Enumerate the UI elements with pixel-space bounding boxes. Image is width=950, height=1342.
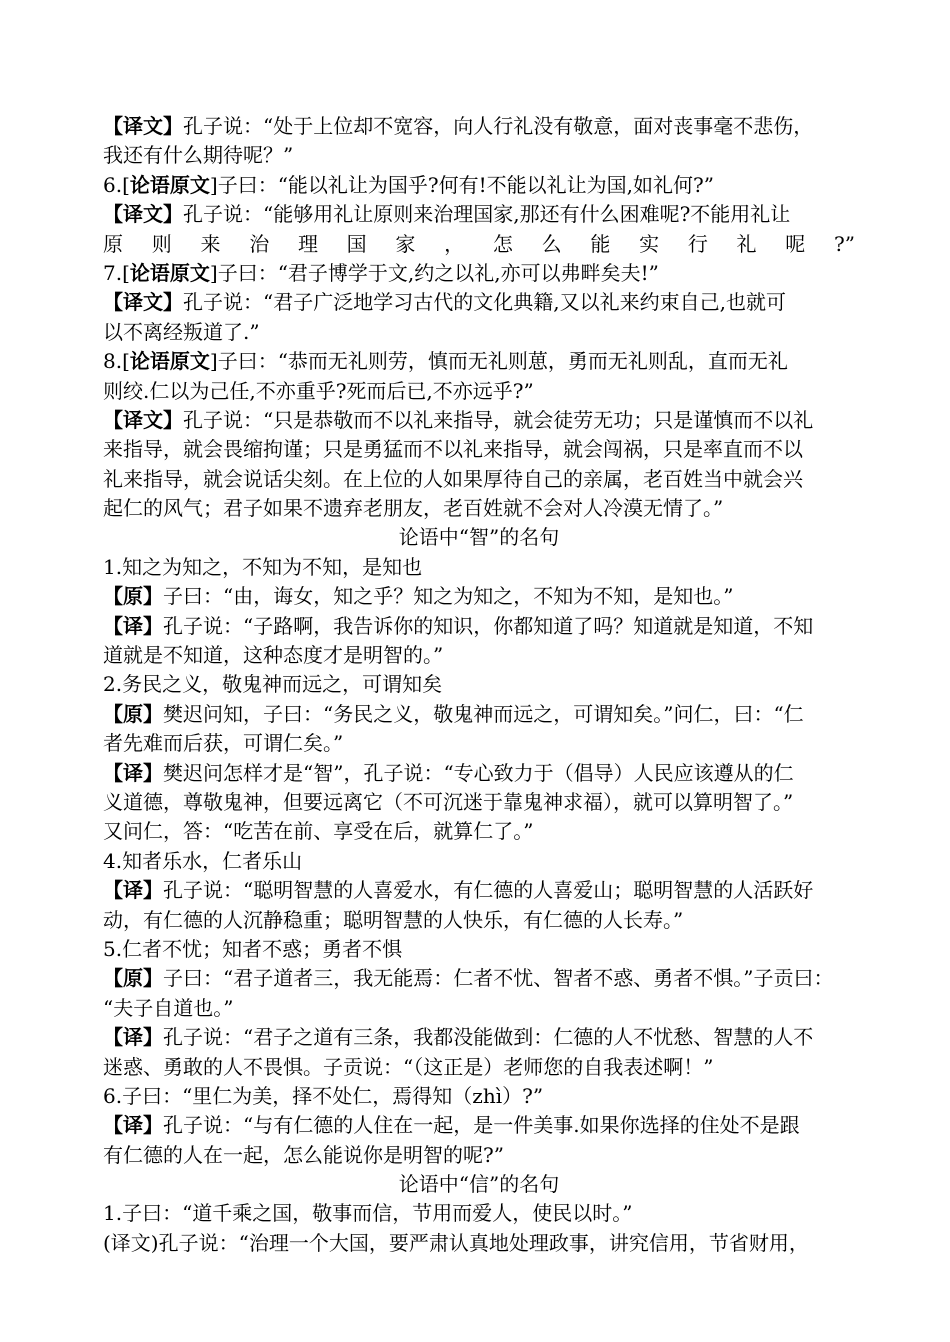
text-line xyxy=(103,759,855,788)
justified-char: 呢 xyxy=(785,231,806,256)
line-text: 樊迟问怎样才是“智”，孔子说：“专心致力于（倡导）人民应该遵从的仁 xyxy=(163,760,794,785)
text-line: 道就是不知道，这种态度才是明智的。” xyxy=(103,643,444,668)
section-heading: 论语中“信”的名句 xyxy=(398,1172,560,1197)
bold-label: 【译文】 xyxy=(103,202,183,227)
text-line xyxy=(103,612,855,641)
justified-char: 国 xyxy=(346,231,367,256)
line-text: 孔子说：“君子广泛地学习古代的文化典籍,又以礼来约束自己,也就可 xyxy=(183,290,786,315)
justified-char: 么 xyxy=(541,231,562,256)
line-text: 孔子说：“与有仁德的人住在一起，是一件美事.如果你选择的住处不是跟 xyxy=(163,1113,800,1138)
text-line: 1.知之为知之，不知为不知，是知也 xyxy=(103,554,423,579)
bold-label: 【原】 xyxy=(103,966,163,991)
bold-label: 【译】 xyxy=(103,878,163,903)
text-line xyxy=(103,700,855,729)
text-line xyxy=(103,876,855,905)
justified-char: 家 xyxy=(395,231,416,256)
text-line: 礼来指导，就会说话尖刻。在上位的人如果厚待自己的亲属，老百姓当中就会兴 xyxy=(103,466,803,491)
bold-label: 【原】 xyxy=(103,584,163,609)
justified-char: 能 xyxy=(590,231,611,256)
line-text: 孔子说：“聪明智慧的人喜爱水，有仁德的人喜爱山；聪明智慧的人活跃好 xyxy=(163,878,814,903)
justified-char: 行 xyxy=(687,231,708,256)
line-text: 孔子说：“子路啊，我告诉你的知识，你都知道了吗？知道就是知道，不知 xyxy=(163,613,814,638)
justified-char: 实 xyxy=(639,231,660,256)
text-line: 1.子曰：“道千乘之国，敬事而信，节用而爱人，使民以时。” xyxy=(103,1201,633,1226)
bold-label: 【译】 xyxy=(103,1113,163,1138)
text-line xyxy=(103,582,855,611)
text-line: 起仁的风气；君子如果不遗弃老朋友，老百姓就不会对人冷漠无情了。” xyxy=(103,496,724,521)
text-line xyxy=(103,964,855,993)
text-line: 5.仁者不忧；知者不惑；勇者不惧 xyxy=(103,936,403,961)
justified-char: ?” xyxy=(834,231,855,256)
text-line: 义道德，尊敬鬼神，但要远离它（不可沉迷于靠鬼神求福），就可以算明智了。” xyxy=(103,789,794,814)
bold-label: 论语原文 xyxy=(129,349,210,374)
justified-char: 原 xyxy=(103,231,123,256)
justified-char: 理 xyxy=(297,231,318,256)
line-text: 子曰：“君子道者三，我无能焉：仁者不忧、智者不惑、勇者不惧。”子贡曰： xyxy=(163,966,834,991)
document-page xyxy=(103,112,855,1258)
text-line xyxy=(103,112,855,141)
text-line: 8.[论语原文]子曰：“恭而无礼则劳，慎而无礼则葸，勇而无礼则乱，直而无礼 xyxy=(103,349,788,374)
text-line: (译文)孔子说：“治理一个大国，要严肃认真地处理政事，讲究信用，节省财用， xyxy=(103,1230,809,1255)
text-line: 2.务民之义，敬鬼神而远之，可谓知矣 xyxy=(103,672,443,697)
bold-label: 【译文】 xyxy=(103,290,183,315)
justified-char: ， xyxy=(444,231,465,256)
text-line-justified xyxy=(103,230,855,259)
text-line: 则绞.仁以为己任,不亦重乎?死而后已,不亦远乎?” xyxy=(103,378,534,403)
justified-char: 礼 xyxy=(736,231,757,256)
text-line xyxy=(103,1023,855,1052)
justified-char: 怎 xyxy=(492,231,513,256)
text-line: 6.[论语原文]子曰：“能以礼让为国乎?何有!不能以礼让为国,如礼何?” xyxy=(103,172,714,197)
justified-char: 治 xyxy=(249,231,270,256)
line-text: ]子曰：“恭而无礼则劳，慎而无礼则葸，勇而无礼则乱，直而无礼 xyxy=(209,349,788,374)
section-heading: 论语中“智”的名句 xyxy=(398,525,560,550)
text-line xyxy=(103,1111,855,1140)
text-line: 又问仁，答：“吃苦在前、享受在后，就算仁了。” xyxy=(103,819,534,844)
text-line: 来指导，就会畏缩拘谨；只是勇猛而不以礼来指导，就会闯祸，只是率直而不以 xyxy=(103,437,803,462)
text-line: 7.[论语原文]子曰：“君子博学于文,约之以礼,亦可以弗畔矣夫!” xyxy=(103,260,659,285)
text-line: 4.知者乐水，仁者乐山 xyxy=(103,848,303,873)
text-line: 迷惑、勇敢的人不畏惧。子贡说：“（这正是）老师您的自我表述啊！” xyxy=(103,1054,714,1079)
text-line: 动，有仁德的人沉静稳重；聪明智慧的人快乐，有仁德的人长寿。” xyxy=(103,907,684,932)
line-text: ]子曰：“能以礼让为国乎?何有!不能以礼让为国,如礼何?” xyxy=(209,172,714,197)
line-text: 孔子说：“处于上位却不宽容，向人行礼没有敬意，面对丧事毫不悲伤， xyxy=(183,114,814,138)
bold-label: 论语原文 xyxy=(129,172,210,197)
line-text: 樊迟问知，子曰：“务民之义，敬鬼神而远之，可谓知矣。”问仁，曰：“仁 xyxy=(163,701,804,726)
bold-label: 【译】 xyxy=(103,760,163,785)
text-line xyxy=(103,406,855,435)
text-line: 以不离经叛道了.” xyxy=(103,319,260,344)
bold-label: 【原】 xyxy=(103,701,163,726)
bold-label: 【译】 xyxy=(103,1025,163,1050)
text-line: “夫子自道也。” xyxy=(103,995,234,1020)
text-line xyxy=(103,200,855,229)
line-text: 孔子说：“只是恭敬而不以礼来指导，就会徒劳无功；只是谨慎而不以礼 xyxy=(183,407,814,432)
line-text: 孔子说：“君子之道有三条，我都没能做到：仁德的人不忧愁、智慧的人不 xyxy=(163,1025,814,1050)
text-line: 我还有什么期待呢？” xyxy=(103,143,294,168)
bold-label: 【译】 xyxy=(103,613,163,638)
bold-label: 【译文】 xyxy=(103,114,183,138)
text-line: 6.子曰：“里仁为美，择不处仁，焉得知（zhì）?” xyxy=(103,1083,544,1108)
line-text: ]子曰：“君子博学于文,约之以礼,亦可以弗畔矣夫!” xyxy=(209,260,659,285)
text-line: 有仁德的人在一起，怎么能说你是明智的呢?” xyxy=(103,1142,504,1167)
line-text: 子曰：“由，诲女，知之乎？知之为知之，不知为不知，是知也。” xyxy=(163,584,734,609)
line-text: 孔子说：“能够用礼让原则来治理国家,那还有什么困难呢?不能用礼让 xyxy=(183,202,791,227)
text-line: 者先难而后获，可谓仁矣。” xyxy=(103,731,344,756)
text-line xyxy=(103,288,855,317)
justified-char: 则 xyxy=(151,231,172,256)
bold-label: 【译文】 xyxy=(103,407,183,432)
bold-label: 论语原文 xyxy=(129,260,210,285)
justified-char: 来 xyxy=(200,231,221,256)
